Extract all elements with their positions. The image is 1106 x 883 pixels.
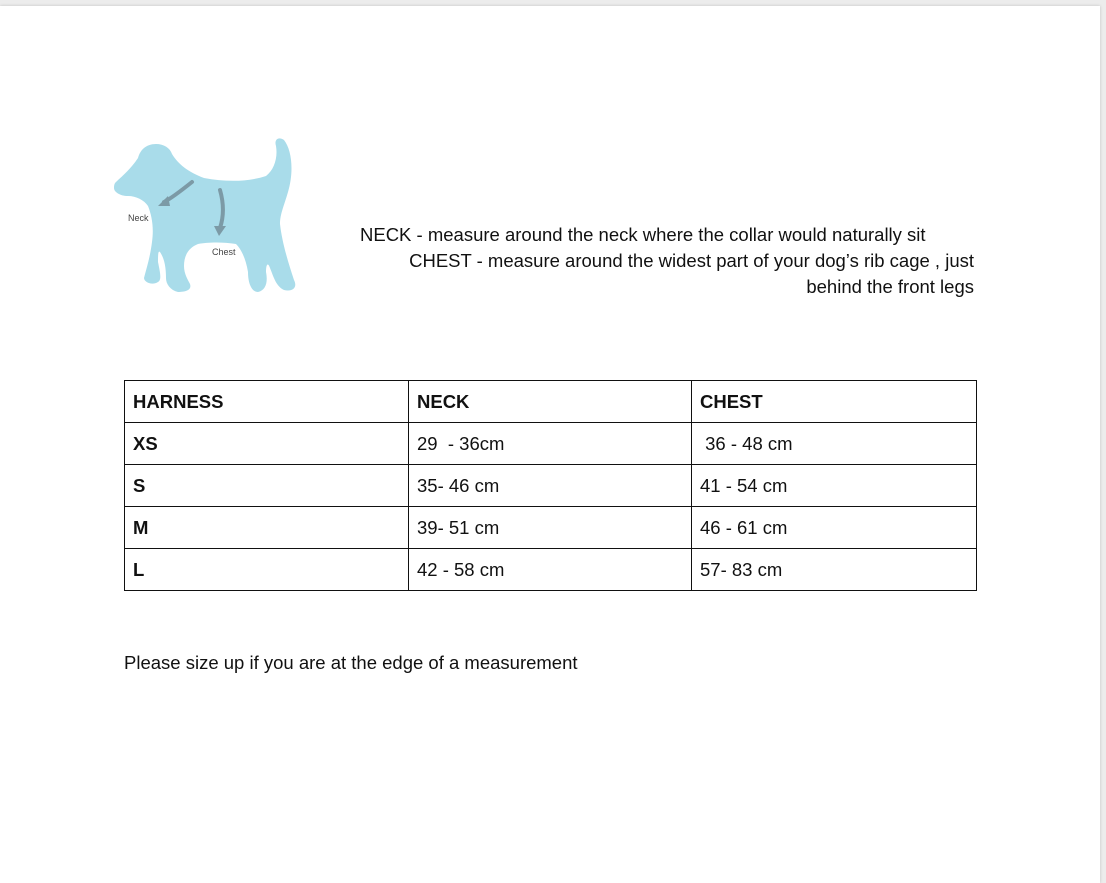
size-cell: M [125, 507, 409, 549]
chest-label: Chest [212, 247, 236, 257]
chest-cell: 41 - 54 cm [692, 465, 977, 507]
table-header-row [125, 381, 977, 423]
table-row [125, 507, 977, 549]
chest-instruction: CHEST - measure around the widest part of your dog’s rib cage , just behind the front legs [409, 250, 974, 297]
header-neck: NECK [409, 381, 692, 423]
neck-cell: 39- 51 cm [409, 507, 692, 549]
measurement-instructions [360, 222, 974, 300]
neck-label: Neck [128, 213, 149, 223]
size-chart-table [124, 380, 977, 591]
table-row [125, 549, 977, 591]
table-row [125, 423, 977, 465]
document-page [0, 6, 1100, 883]
chest-cell: 57- 83 cm [692, 549, 977, 591]
neck-cell: 42 - 58 cm [409, 549, 692, 591]
chest-cell: 36 - 48 cm [692, 423, 977, 465]
neck-instruction: NECK - measure around the neck where the collar would naturally sit [360, 224, 926, 245]
chest-cell: 46 - 61 cm [692, 507, 977, 549]
table-row [125, 465, 977, 507]
header-chest: CHEST [692, 381, 977, 423]
neck-cell: 29 - 36cm [409, 423, 692, 465]
dog-silhouette-icon [108, 132, 308, 300]
size-cell: L [125, 549, 409, 591]
size-cell: XS [125, 423, 409, 465]
sizing-note: Please size up if you are at the edge of a measurement [124, 652, 578, 673]
header-harness: HARNESS [125, 381, 409, 423]
dog-measurement-illustration [108, 132, 308, 300]
size-cell: S [125, 465, 409, 507]
neck-cell: 35- 46 cm [409, 465, 692, 507]
